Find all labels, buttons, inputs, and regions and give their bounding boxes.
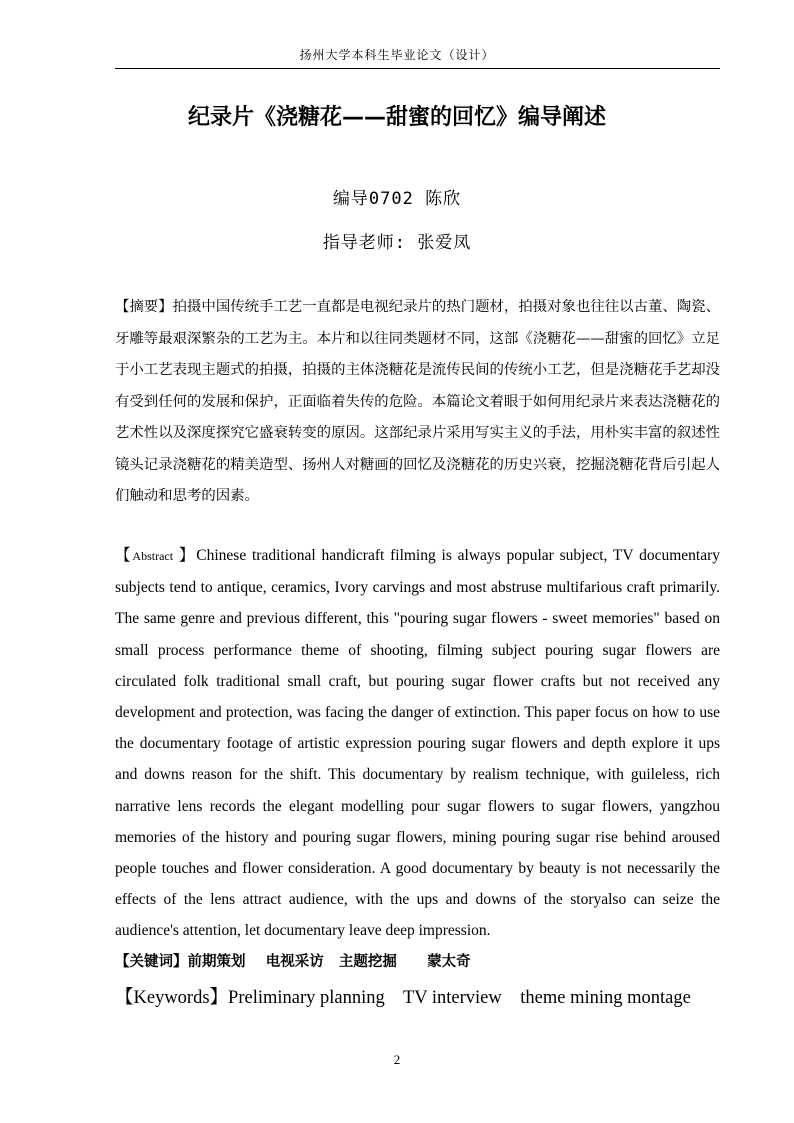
chinese-abstract-text: 拍摄中国传统手工艺一直都是电视纪录片的热门题材，拍摄对象也往往以古董、陶瓷、牙雕等最艰深繁杂的工艺为主。本片和以往同类题材不同，这部《浇糖花——甜蜜的回忆》立足于小工艺表现主题式的拍摄，拍摄的主体浇糖花是流传民间的传统小工艺，但是浇糖花手艺却没有受到任何的发展和保护，正面临着失传的危险。本篇论文着眼于如何用纪录片来表达浇糖花的艺术性以及深度探究它盛衰转变的原因。这部纪录片采用写实主义的手法，用朴实丰富的叙述性镜头记录浇糖花的精美造型、扬州人对糖画的回忆及浇糖花的历史兴衰，挖掘浇糖花背后引起人们触动和思考的因素。 (115, 299, 720, 504)
chinese-keywords (115, 950, 720, 971)
chinese-keywords-label: 【关键词】 (115, 954, 188, 970)
keyword-item: 电视采访 (265, 954, 324, 970)
chinese-abstract (115, 292, 720, 513)
page-number: 2 (393, 1052, 401, 1067)
advisor-line: 指导老师: 张爱凤 (322, 233, 472, 253)
english-keywords (115, 983, 720, 1009)
english-abstract (115, 540, 720, 947)
keyword-item: TV interview (402, 988, 502, 1008)
keyword-item: Preliminary planning (228, 988, 385, 1008)
keyword-item: 主题挖掘 (338, 954, 397, 970)
keyword-item: 前期策划 (187, 954, 246, 970)
english-abstract-label-open: 【 (115, 547, 133, 564)
english-abstract-label: Abstract (132, 549, 174, 563)
header-rule (115, 68, 720, 69)
running-header: 扬州大学本科生毕业论文（设计） (299, 48, 495, 62)
english-abstract-text: Chinese traditional handicraft filming is always popular subject, TV documentary subjects tend to antique, ceramics, Ivory carvings and most abstruse multifarious craft primarily. The same genre and previous different, this "pouring sugar flowers - sweet memories" based on small process performance theme of shooting, filming subject pouring sugar flowers are circulated folk traditional small craft, but pouring sugar flower crafts but not received any development and protection, was facing the danger of extinction. This paper focus on how to use the documentary footage of artistic expression pouring sugar flowers and depth explore it ups and downs reason for the shift. This documentary by realism technique, with guileless, rich narrative lens records the elegant modelling pour sugar flowers to sugar flowers, yangzhou memories of the history and pouring sugar flowers, mining pouring sugar rise behind aroused people touches and flower consideration. A good documentary by beauty is not necessarily the effects of the lens attract audience, with the ups and downs of the storyalso can seize the audience's attention, let documentary leave deep impression. (115, 547, 720, 940)
keyword-item: 蒙太奇 (427, 954, 471, 970)
chinese-abstract-label: 【摘要】 (115, 299, 173, 315)
author-line: 编导0702 陈欣 (332, 189, 462, 209)
english-abstract-label-close: 】 (173, 547, 197, 564)
paper-title: 纪录片《浇糖花——甜蜜的回忆》编导阐述 (187, 105, 606, 130)
english-keywords-label: 【Keywords】 (115, 988, 229, 1008)
keyword-item: theme mining montage (520, 988, 691, 1008)
